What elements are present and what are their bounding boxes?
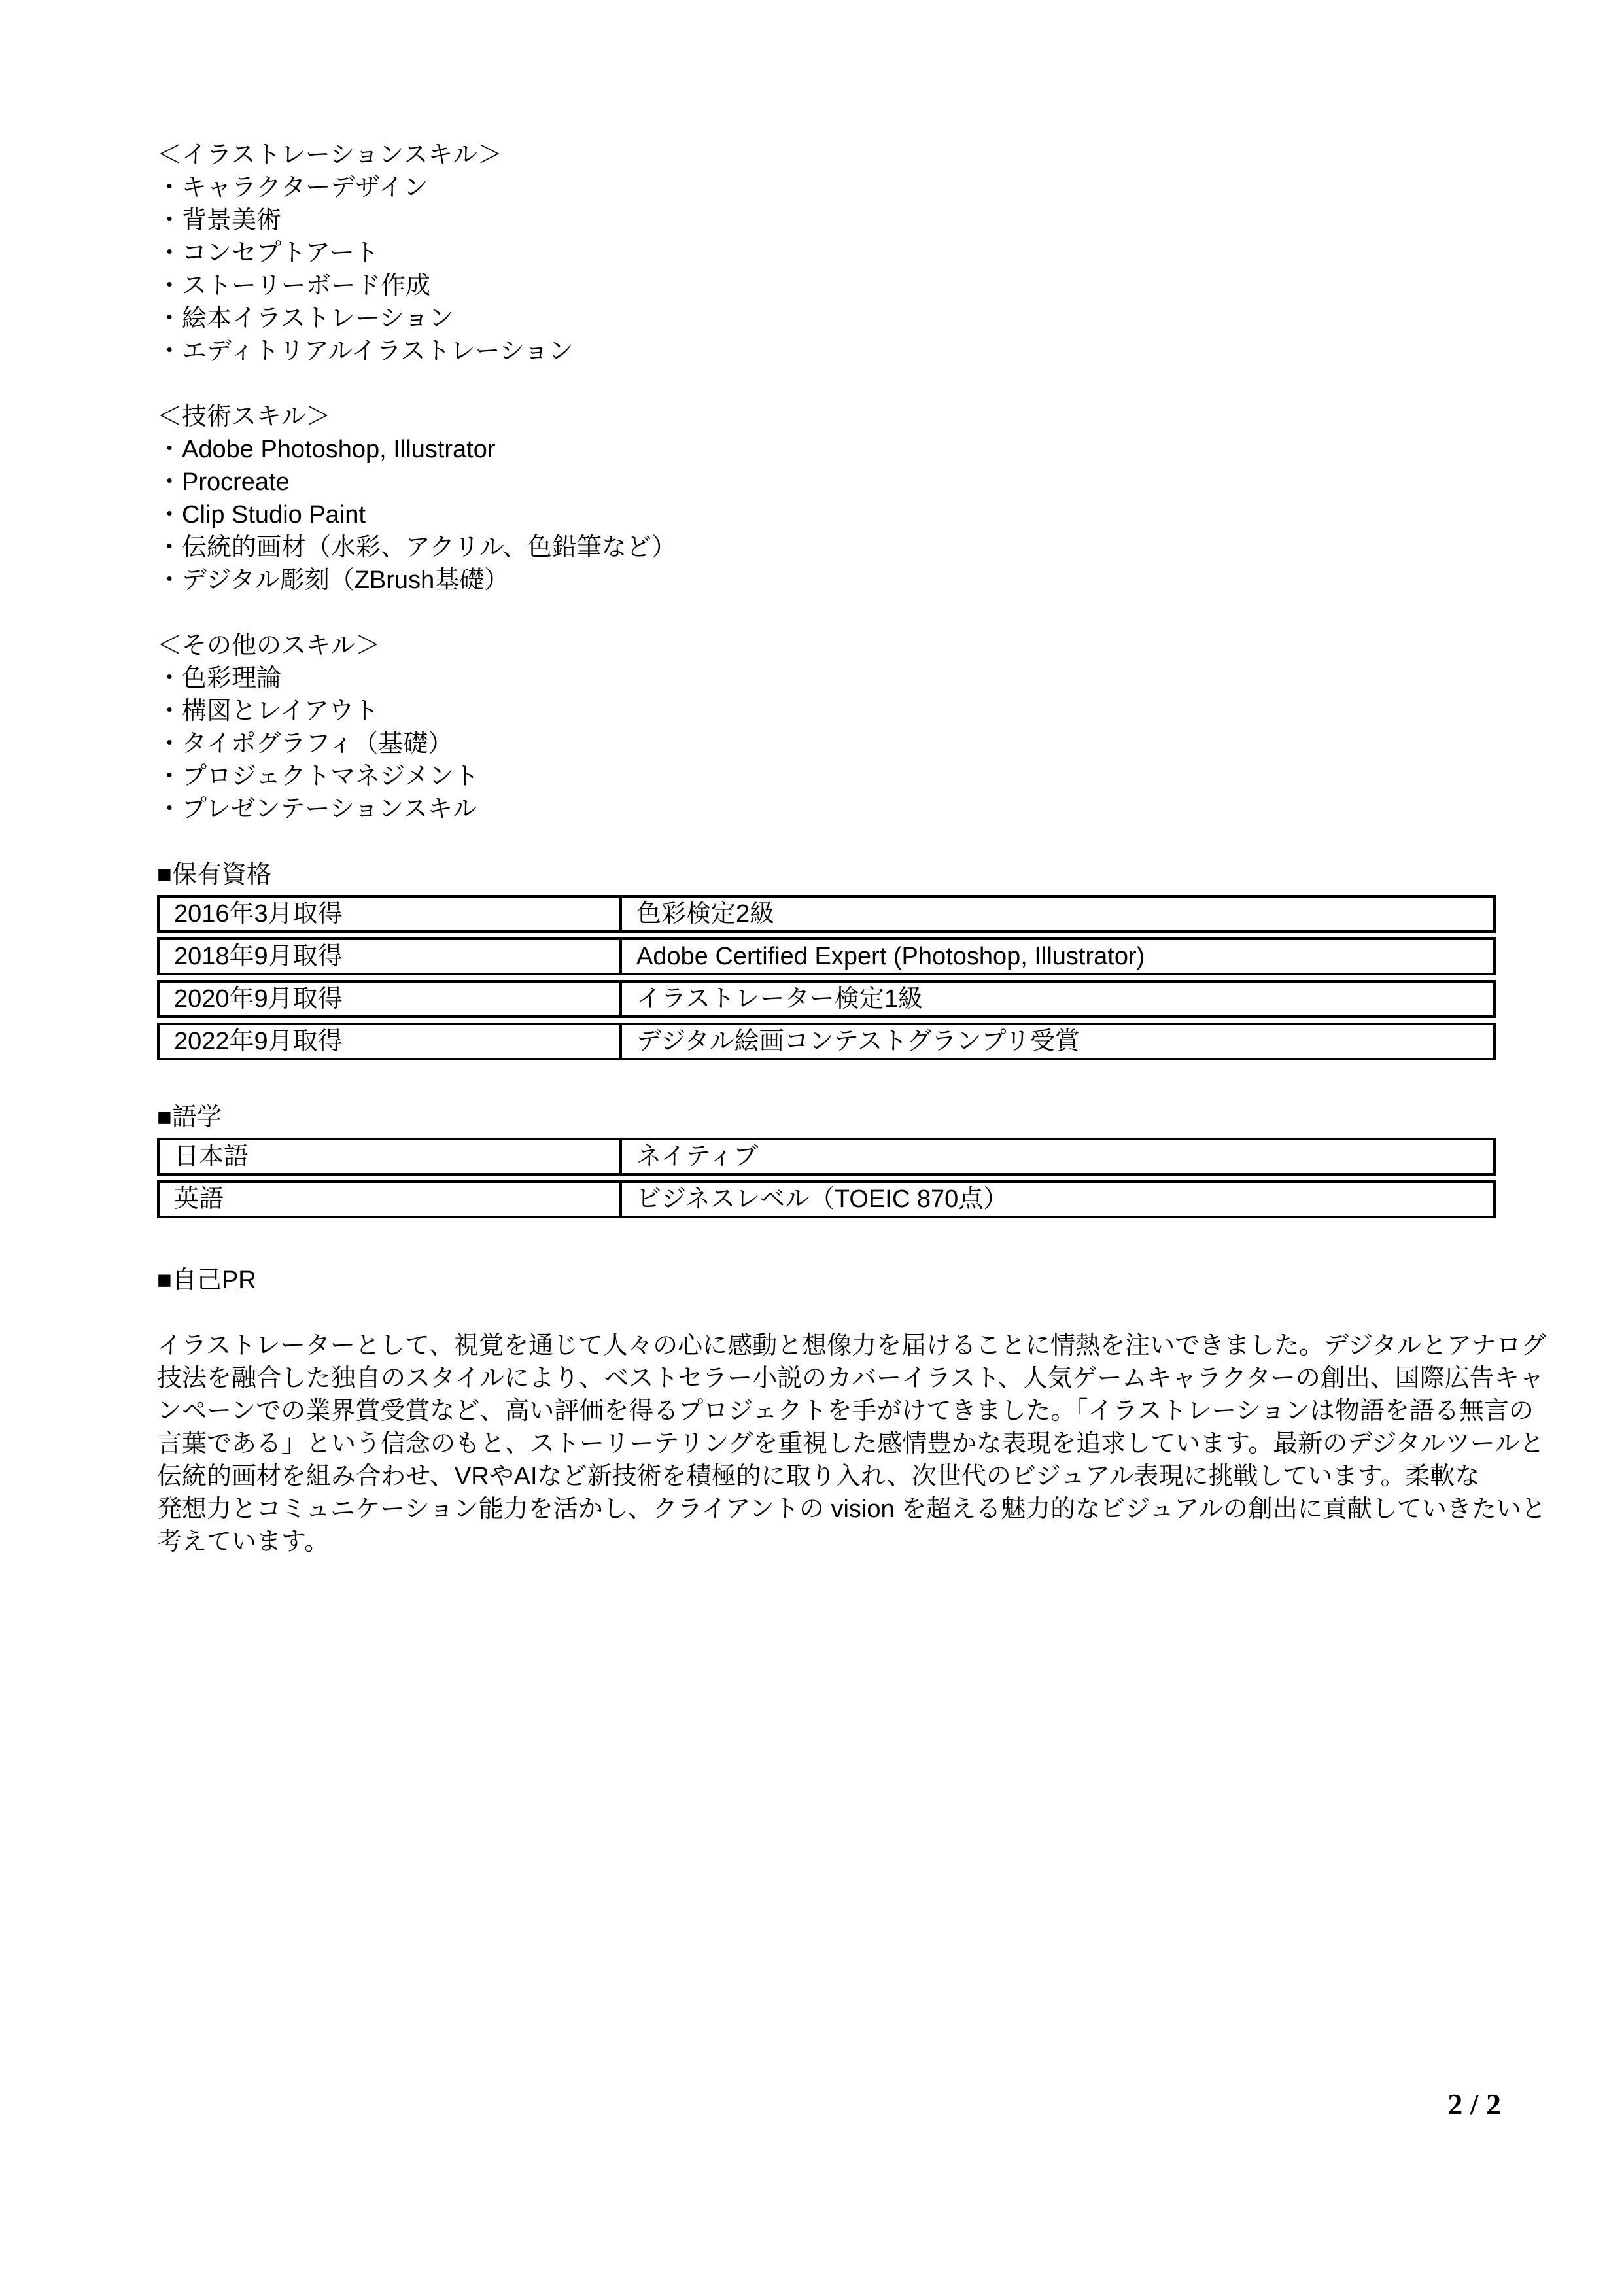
skill-item: ・Clip Studio Paint xyxy=(157,501,366,529)
skill-section-technical xyxy=(157,400,1576,597)
languages-table xyxy=(157,1138,1496,1218)
certifications-table xyxy=(157,895,1496,1060)
skill-item: ・背景美術 xyxy=(157,207,282,234)
skill-section-illustration xyxy=(157,139,1576,368)
skill-item: ・ストーリーボード作成 xyxy=(157,272,431,300)
table-row xyxy=(157,895,1496,933)
skill-item: ・Procreate xyxy=(157,468,290,496)
language-level: ネイティブ xyxy=(636,1143,759,1170)
skill-item: ・伝統的画材（水彩、アクリル、色鉛筆など） xyxy=(157,534,676,561)
skill-item: ・デジタル彫刻（ZBrush基礎） xyxy=(157,567,510,594)
self-pr-heading: ■自己PR xyxy=(157,1267,256,1294)
skill-item: ・絵本イラストレーション xyxy=(157,305,454,332)
skill-item: ・タイポグラフィ（基礎） xyxy=(157,730,453,758)
certification-name: 色彩検定2級 xyxy=(636,900,775,928)
skill-section-other xyxy=(157,629,1576,826)
languages-heading: ■語学 xyxy=(157,1104,222,1131)
skill-item: ・プレゼンテーションスキル xyxy=(157,796,477,823)
self-pr-line: 考えています。 xyxy=(157,1528,329,1556)
language-name: 日本語 xyxy=(160,1140,622,1173)
skill-item: ・色彩理論 xyxy=(157,665,282,692)
skill-item: ・Adobe Photoshop, Illustrator xyxy=(157,436,496,463)
certification-name: Adobe Certified Expert (Photoshop, Illustrator) xyxy=(636,943,1145,970)
table-row xyxy=(157,980,1496,1018)
skill-section-title: ＜イラストレーションスキル＞ xyxy=(157,141,502,169)
skill-item: ・プロジェクトマネジメント xyxy=(157,763,479,790)
certification-name: デジタル絵画コンテストグランプリ受賞 xyxy=(636,1028,1080,1055)
language-name: 英語 xyxy=(160,1183,622,1216)
self-pr-line: ンペーンでの業界賞受賞など、高い評価を得るプロジェクトを手がけてきました。「イラストレーションは物語を語る無言の xyxy=(157,1397,1534,1425)
self-pr-line: 言葉である」という信念のもと、ストーリーテリングを重視した感情豊かな表現を追求しています。最新のデジタルツールと xyxy=(157,1430,1545,1458)
self-pr-body xyxy=(157,1329,1576,1558)
certification-date: 2020年9月取得 xyxy=(160,983,622,1015)
skill-item: ・構図とレイアウト xyxy=(157,697,379,725)
table-row xyxy=(157,937,1496,975)
table-row xyxy=(157,1180,1496,1218)
skill-section-title: ＜その他のスキル＞ xyxy=(157,632,381,659)
page-content xyxy=(157,139,1576,1558)
certification-date: 2016年3月取得 xyxy=(160,898,622,930)
language-level: ビジネスレベル（TOEIC 870点） xyxy=(636,1185,1009,1213)
skill-item: ・キャラクターデザイン xyxy=(157,174,428,201)
self-pr-line: 伝統的画材を組み合わせ、VRやAIなど新技術を積極的に取り入れ、次世代のビジュアル表現に挑戦しています。柔軟な xyxy=(157,1463,1480,1490)
table-row xyxy=(157,1138,1496,1176)
self-pr-line: 技法を融合した独自のスタイルにより、ベストセラー小説のカバーイラスト、人気ゲームキャラクターの創出、国際広告キャ xyxy=(157,1365,1544,1392)
self-pr-line: 発想力とコミュニケーション能力を活かし、クライアントの vision を超える魅力的なビジュアルの創出に貢献していきたいと xyxy=(157,1496,1546,1523)
skill-item: ・コンセプトアート xyxy=(157,239,379,267)
skill-item: ・エディトリアルイラストレーション xyxy=(157,338,574,365)
page-number: 2 / 2 xyxy=(1447,2088,1501,2121)
certification-date: 2022年9月取得 xyxy=(160,1025,622,1058)
table-row xyxy=(157,1023,1496,1060)
certification-date: 2018年9月取得 xyxy=(160,940,622,973)
certification-name: イラストレーター検定1級 xyxy=(636,985,923,1013)
self-pr-line: イラストレーターとして、視覚を通じて人々の心に感動と想像力を届けることに情熱を注いできました。デジタルとアナログ xyxy=(157,1332,1546,1359)
certifications-heading: ■保有資格 xyxy=(157,861,271,888)
skill-section-title: ＜技術スキル＞ xyxy=(157,403,331,430)
